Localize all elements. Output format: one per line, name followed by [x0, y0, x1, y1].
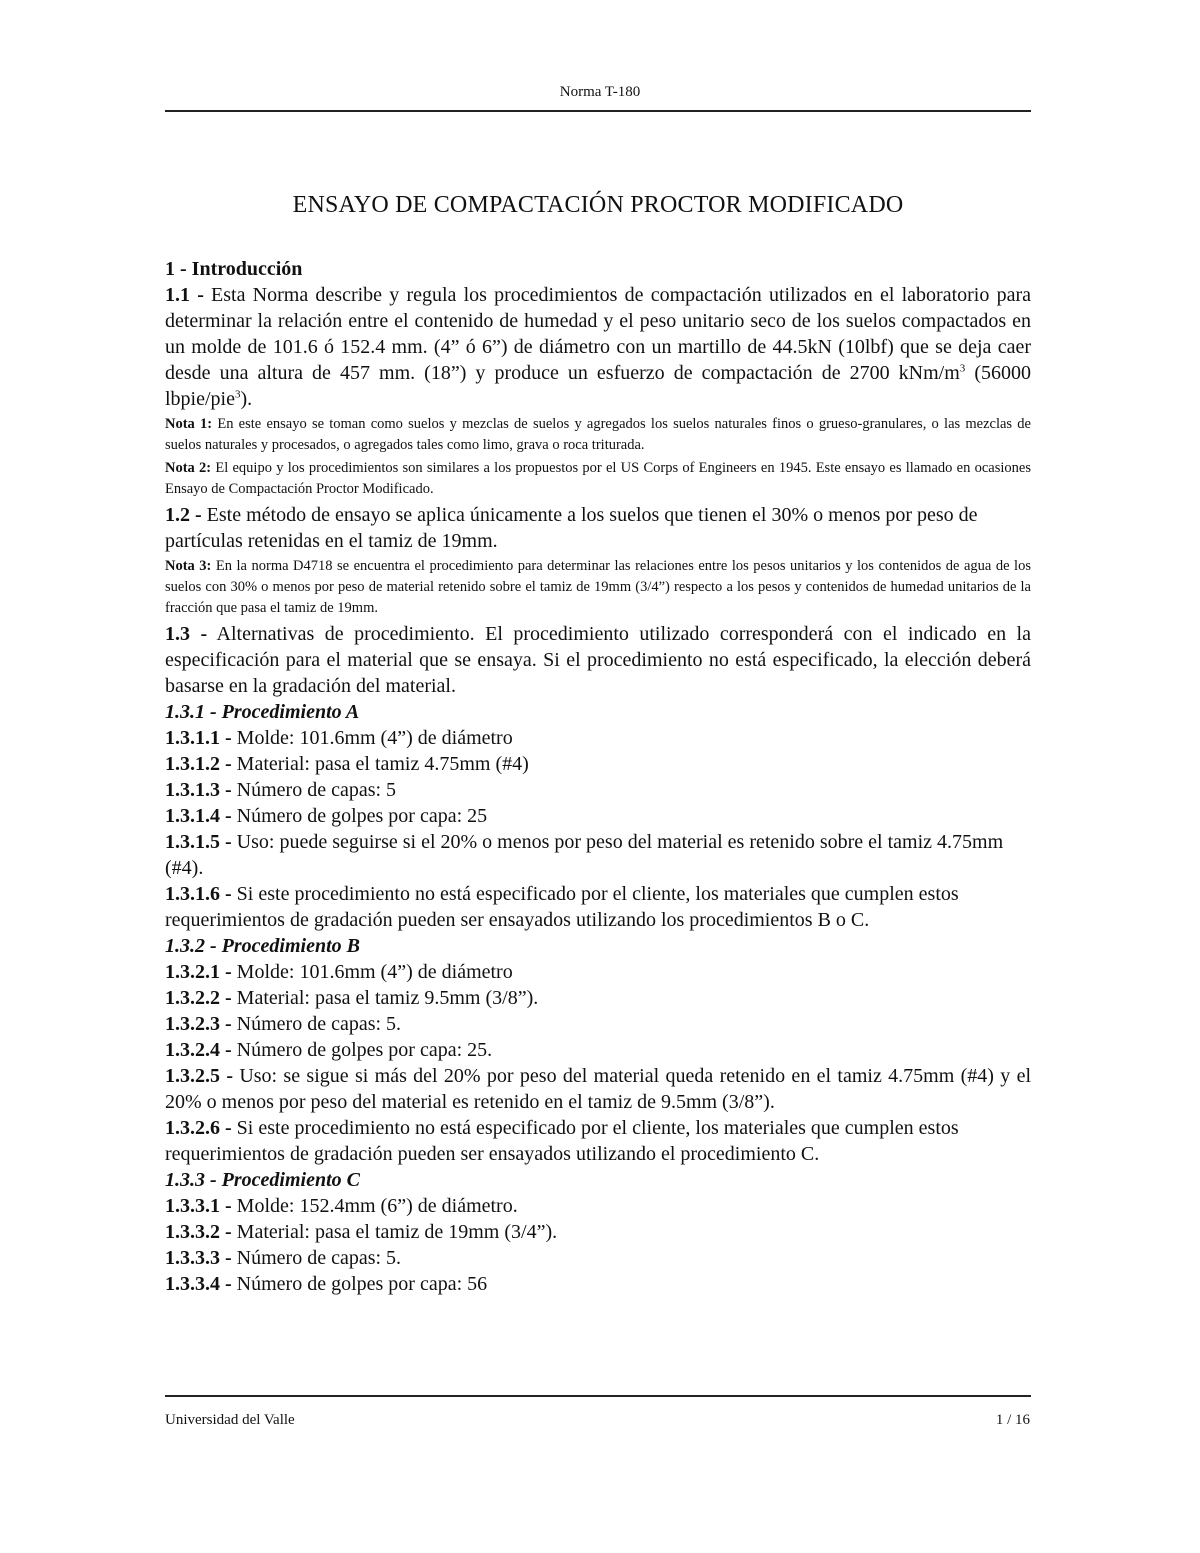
item-number: 1.3.3.2 -: [165, 1221, 232, 1243]
item-text: Material: pasa el tamiz de 19mm (3/4”).: [231, 1221, 558, 1243]
paragraph-number: 1.3 -: [165, 623, 208, 645]
document-title: ENSAYO DE COMPACTACIÓN PROCTOR MODIFICADO: [292, 192, 904, 218]
footer-rule: [165, 1395, 1031, 1397]
item-number: 1.3.1.4 -: [165, 805, 232, 827]
paragraph-text: Este método de ensayo se aplica únicamente a los suelos que tienen el 30% o menos por peso de partículas retenidas en el tamiz de 19mm.: [165, 504, 978, 552]
list-item: [165, 1115, 1031, 1167]
item-number: 1.3.1.3 -: [165, 779, 232, 801]
paragraph-number: 1.1 -: [165, 284, 204, 306]
list-item: [165, 777, 1031, 803]
list-item: [165, 1193, 1031, 1219]
list-item: [165, 829, 1031, 881]
item-number: 1.3.3.4 -: [165, 1273, 232, 1295]
item-text: Molde: 101.6mm (4”) de diámetro: [231, 961, 513, 983]
paragraph-text: (56000 lbpie/pie: [165, 362, 1031, 410]
item-number: 1.3.2.6 -: [165, 1117, 232, 1139]
paragraph-number: 1.2 -: [165, 504, 202, 526]
list-item: [165, 1063, 1031, 1115]
list-item: [165, 725, 1031, 751]
paragraph-1-3: [165, 621, 1031, 699]
item-number: 1.3.1.5 -: [165, 831, 232, 853]
paragraph-text: Esta Norma describe y regula los procedimientos de compactación utilizados en el laboratorio para determinar la relación entre el contenido de humedad y el peso unitario seco de los suelos compactados en un molde de 101.6 ó 152.4 mm. (4” ó 6”) de diámetro con un martillo de 44.5kN (10lbf) que se deja caer desde una altura de 457 mm. (18”) y produce un esfuerzo de compactación de 2700 kNm/m: [165, 284, 1031, 384]
item-number: 1.3.2.2 -: [165, 987, 232, 1009]
paragraph-1-2: [165, 502, 1031, 554]
item-number: 1.3.3.3 -: [165, 1247, 232, 1269]
note-text: El equipo y los procedimientos son similares a los propuestos por el US Corps of Engineers en 1945. Este ensayo es llamado en ocasiones Ensayo de Compactación Proctor Modificado.: [165, 460, 1031, 497]
item-text: Número de golpes por capa: 56: [231, 1273, 488, 1295]
item-text: Número de golpes por capa: 25: [231, 805, 488, 827]
section-heading-intro: 1 - Introducción: [165, 258, 303, 280]
item-number: 1.3.2.3 -: [165, 1013, 232, 1035]
item-number: 1.3.2.5 -: [165, 1065, 233, 1087]
list-item: [165, 1011, 1031, 1037]
paragraph-text: ).: [240, 388, 253, 410]
list-item: [165, 959, 1031, 985]
list-item: [165, 803, 1031, 829]
note-text: En este ensayo se toman como suelos y mezclas de suelos y agregados los suelos naturales finos o grueso-granulares, o las mezclas de suelos naturales y procesados, o agregados tales como limo, grava o roca triturada.: [165, 416, 1031, 453]
note-2: [165, 458, 1031, 500]
note-label: Nota 3:: [165, 558, 212, 574]
item-text: Material: pasa el tamiz 4.75mm (#4): [231, 753, 529, 775]
list-item: [165, 1037, 1031, 1063]
item-text: Molde: 152.4mm (6”) de diámetro.: [231, 1195, 518, 1217]
note-text: En la norma D4718 se encuentra el procedimiento para determinar las relaciones entre los pesos unitarios y los contenidos de agua de los suelos con 30% o menos por peso de material retenido sobre el tamiz de 19mm (3/4”) respecto a los pesos y contenidos de humedad unitarios de la fracción que pasa el tamiz de 19mm.: [165, 558, 1031, 616]
subsection-heading-proc-b: 1.3.2 - Procedimiento B: [165, 935, 360, 957]
item-text: Número de golpes por capa: 25.: [231, 1039, 493, 1061]
item-text: Material: pasa el tamiz 9.5mm (3/8”).: [231, 987, 539, 1009]
subsection-heading-proc-a: 1.3.1 - Procedimiento A: [165, 701, 360, 723]
item-number: 1.3.3.1 -: [165, 1195, 232, 1217]
item-text: Si este procedimiento no está especificado por el cliente, los materiales que cumplen estos requerimientos de gradación pueden ser ensayados utilizando el procedimiento C.: [165, 1117, 959, 1165]
item-text: Uso: puede seguirse si el 20% o menos por peso del material es retenido sobre el tamiz 4.75mm (#4).: [165, 831, 1004, 879]
list-item: [165, 985, 1031, 1011]
note-label: Nota 2:: [165, 460, 212, 476]
item-text: Si este procedimiento no está especificado por el cliente, los materiales que cumplen estos requerimientos de gradación pueden ser ensayados utilizando los procedimientos B o C.: [165, 883, 959, 931]
document-body: [165, 256, 1031, 1297]
item-number: 1.3.1.1 -: [165, 727, 232, 749]
list-item: [165, 1271, 1031, 1297]
superscript: 3: [959, 362, 966, 375]
item-text: Número de capas: 5.: [231, 1247, 402, 1269]
item-text: Molde: 101.6mm (4”) de diámetro: [231, 727, 513, 749]
list-item: [165, 751, 1031, 777]
note-label: Nota 1:: [165, 416, 213, 432]
item-text: Uso: se sigue si más del 20% por peso del material queda retenido en el tamiz 4.75mm (#4) y el 20% o menos por peso del material es retenido en el tamiz de 9.5mm (3/8”).: [165, 1065, 1031, 1113]
item-number: 1.3.1.6 -: [165, 883, 232, 905]
paragraph-text: Alternativas de procedimiento. El procedimiento utilizado corresponderá con el indicado en la especificación para el material que se ensaya. Si el procedimiento no está especificado, la elección deberá basarse en la gradación del material.: [165, 623, 1031, 697]
list-item: [165, 881, 1031, 933]
superscript: 3: [234, 388, 241, 401]
footer-institution: Universidad del Valle: [165, 1412, 295, 1428]
page-header: Norma T-180: [559, 84, 641, 100]
item-number: 1.3.2.4 -: [165, 1039, 232, 1061]
page-number: 1 / 16: [995, 1412, 1030, 1428]
list-item: [165, 1245, 1031, 1271]
item-text: Número de capas: 5.: [231, 1013, 402, 1035]
item-number: 1.3.1.2 -: [165, 753, 232, 775]
list-item: [165, 1219, 1031, 1245]
subsection-heading-proc-c: 1.3.3 - Procedimiento C: [165, 1169, 360, 1191]
note-3: [165, 556, 1031, 619]
header-rule: [165, 110, 1031, 112]
note-1: [165, 414, 1031, 456]
item-number: 1.3.2.1 -: [165, 961, 232, 983]
item-text: Número de capas: 5: [231, 779, 397, 801]
paragraph-1-1: [165, 282, 1031, 412]
